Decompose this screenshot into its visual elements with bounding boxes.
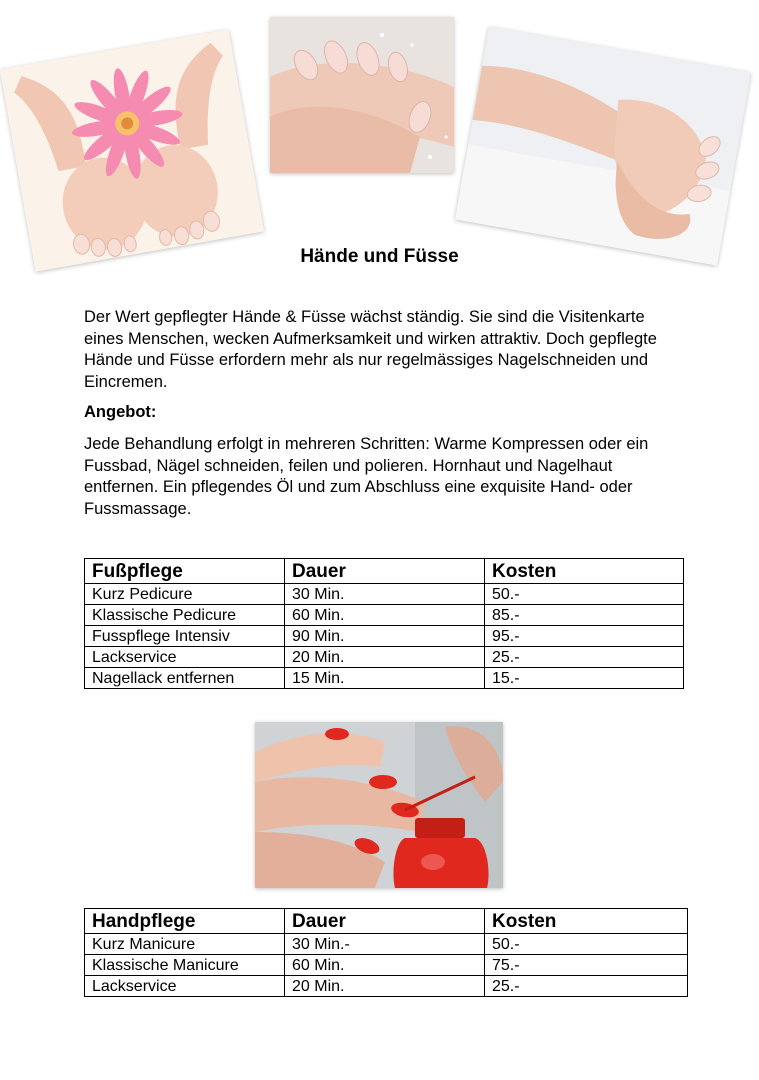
column-header-service: Fußpflege bbox=[85, 559, 285, 584]
duration-cell: 60 Min. bbox=[285, 605, 485, 626]
duration-cell: 20 Min. bbox=[285, 647, 485, 668]
table-row bbox=[85, 626, 684, 647]
nails-illustration bbox=[270, 17, 454, 173]
service-cell: Nagellack entfernen bbox=[85, 668, 285, 689]
cost-cell: 25.- bbox=[485, 976, 688, 997]
hands-illustration bbox=[455, 26, 751, 265]
page-title: Hände und Füsse bbox=[300, 246, 459, 267]
cost-cell: 75.- bbox=[485, 955, 688, 976]
table-row bbox=[85, 955, 688, 976]
duration-cell: 60 Min. bbox=[285, 955, 485, 976]
nail-polish-illustration bbox=[255, 722, 503, 888]
service-cell: Fusspflege Intensiv bbox=[85, 626, 285, 647]
cost-cell: 85.- bbox=[485, 605, 684, 626]
table-row bbox=[85, 668, 684, 689]
table-row bbox=[85, 605, 684, 626]
offer-heading: Angebot: bbox=[84, 403, 157, 421]
service-cell: Lackservice bbox=[85, 976, 285, 997]
column-header-duration: Dauer bbox=[285, 909, 485, 934]
table-row bbox=[85, 976, 688, 997]
cost-cell: 50.- bbox=[485, 934, 688, 955]
column-header-cost: Kosten bbox=[485, 909, 688, 934]
column-header-duration: Dauer bbox=[285, 559, 485, 584]
table-row bbox=[85, 647, 684, 668]
cost-cell: 15.- bbox=[485, 668, 684, 689]
service-cell: Lackservice bbox=[85, 647, 285, 668]
table-row bbox=[85, 934, 688, 955]
hand-care-price-table bbox=[84, 908, 688, 997]
table-header-row bbox=[85, 559, 684, 584]
red-nail-polish-photo bbox=[255, 722, 503, 888]
cost-cell: 95.- bbox=[485, 626, 684, 647]
hands-towel-photo bbox=[455, 26, 751, 265]
offer-paragraph: Jede Behandlung erfolgt in mehreren Schritten: Warme Kompressen oder ein Fussbad, Nägel schneiden, feilen und polieren. Hornhaut und Nagelhaut entfernen. Ein pflegendes Öl und zum Abschluss eine exquisite Hand- oder Fussmassage. bbox=[84, 435, 649, 518]
service-cell: Klassische Manicure bbox=[85, 955, 285, 976]
manicured-nails-photo bbox=[270, 17, 454, 173]
duration-cell: 20 Min. bbox=[285, 976, 485, 997]
cost-cell: 50.- bbox=[485, 584, 684, 605]
duration-cell: 30 Min.- bbox=[285, 934, 485, 955]
service-cell: Kurz Manicure bbox=[85, 934, 285, 955]
duration-cell: 30 Min. bbox=[285, 584, 485, 605]
table-header-row bbox=[85, 909, 688, 934]
service-cell: Klassische Pedicure bbox=[85, 605, 285, 626]
feet-flower-photo bbox=[0, 29, 264, 271]
column-header-service: Handpflege bbox=[85, 909, 285, 934]
intro-paragraph: Der Wert gepflegter Hände & Füsse wächst ständig. Sie sind die Visitenkarte eines Menschen, wecken Aufmerksamkeit und wirken attraktiv. Doch gepflegte Hände und Füsse erfordern mehr als nur regelmässiges Nagelschneiden und Eincremen. bbox=[84, 308, 657, 391]
service-cell: Kurz Pedicure bbox=[85, 584, 285, 605]
duration-cell: 90 Min. bbox=[285, 626, 485, 647]
feet-flower-illustration bbox=[0, 29, 264, 271]
foot-care-price-table bbox=[84, 558, 684, 689]
cost-cell: 25.- bbox=[485, 647, 684, 668]
duration-cell: 15 Min. bbox=[285, 668, 485, 689]
table-row bbox=[85, 584, 684, 605]
column-header-cost: Kosten bbox=[485, 559, 684, 584]
